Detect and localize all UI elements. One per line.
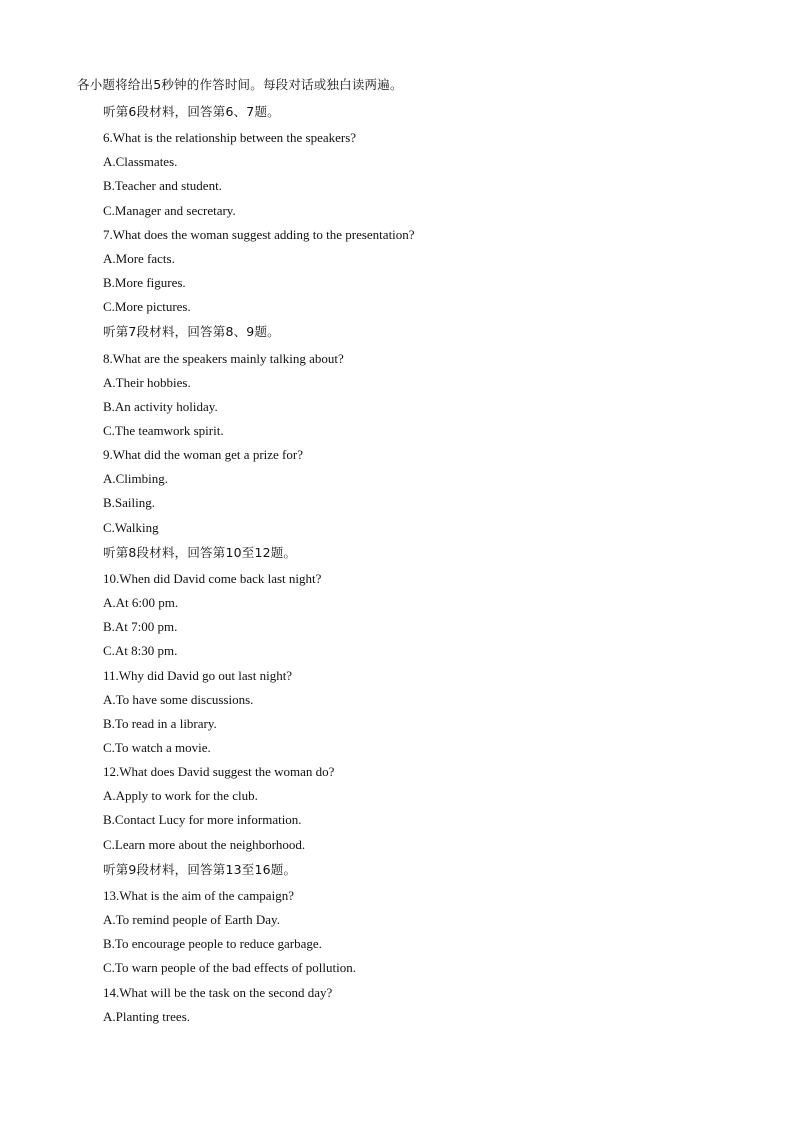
option-text: C.Learn more about the neighborhood. xyxy=(103,837,306,852)
option-text: C.More pictures. xyxy=(103,299,191,314)
option-text: B.Contact Lucy for more information. xyxy=(103,812,302,827)
question-text: 8.What are the speakers mainly talking about? xyxy=(103,351,344,366)
option-text: A.Apply to work for the club. xyxy=(103,788,258,803)
option-text: A.Planting trees. xyxy=(103,1009,191,1024)
option-text: A.At 6:00 pm. xyxy=(103,595,179,610)
option-text: A.Their hobbies. xyxy=(103,375,191,390)
option-text: B.To read in a library. xyxy=(103,716,217,731)
question-text: 10.When did David come back last night? xyxy=(103,571,322,586)
option-text: B.At 7:00 pm. xyxy=(103,619,178,634)
question-text: 12.What does David suggest the woman do? xyxy=(103,764,335,779)
option-text: C.To watch a movie. xyxy=(103,740,211,755)
option-text: C.Walking xyxy=(103,520,159,535)
option-text: A.Classmates. xyxy=(103,154,178,169)
option-text: B.Teacher and student. xyxy=(103,178,222,193)
question-text: 9.What did the woman get a prize for? xyxy=(103,447,303,462)
option-text: C.To warn people of the bad effects of pollution. xyxy=(103,960,357,975)
option-text: B.More figures. xyxy=(103,275,186,290)
question-text: 13.What is the aim of the campaign? xyxy=(103,888,294,903)
option-text: C.Manager and secretary. xyxy=(103,203,236,218)
question-text: 14.What will be the task on the second day? xyxy=(103,985,333,1000)
section-header: 听第6段材料，回答第6、7题。 xyxy=(103,104,280,119)
question-text: 7.What does the woman suggest adding to the presentation? xyxy=(103,227,415,242)
option-text: B.To encourage people to reduce garbage. xyxy=(103,936,322,951)
option-text: B.Sailing. xyxy=(103,495,156,510)
option-text: C.The teamwork spirit. xyxy=(103,423,224,438)
option-text: A.Climbing. xyxy=(103,471,169,486)
option-text: A.To remind people of Earth Day. xyxy=(103,912,280,927)
question-text: 11.Why did David go out last night? xyxy=(103,668,293,683)
instructions-text: 各小题将给出5秒钟的作答时间。每段对话或独白读两遍。 xyxy=(77,77,403,92)
option-text: C.At 8:30 pm. xyxy=(103,643,178,658)
option-text: A.To have some discussions. xyxy=(103,692,254,707)
section-header: 听第7段材料，回答第8、9题。 xyxy=(103,324,280,339)
question-text: 6.What is the relationship between the speakers? xyxy=(103,130,357,145)
section-header: 听第9段材料，回答第13至16题。 xyxy=(103,862,297,877)
option-text: B.An activity holiday. xyxy=(103,399,218,414)
option-text: A.More facts. xyxy=(103,251,175,266)
section-header: 听第8段材料，回答第10至12题。 xyxy=(103,545,297,560)
